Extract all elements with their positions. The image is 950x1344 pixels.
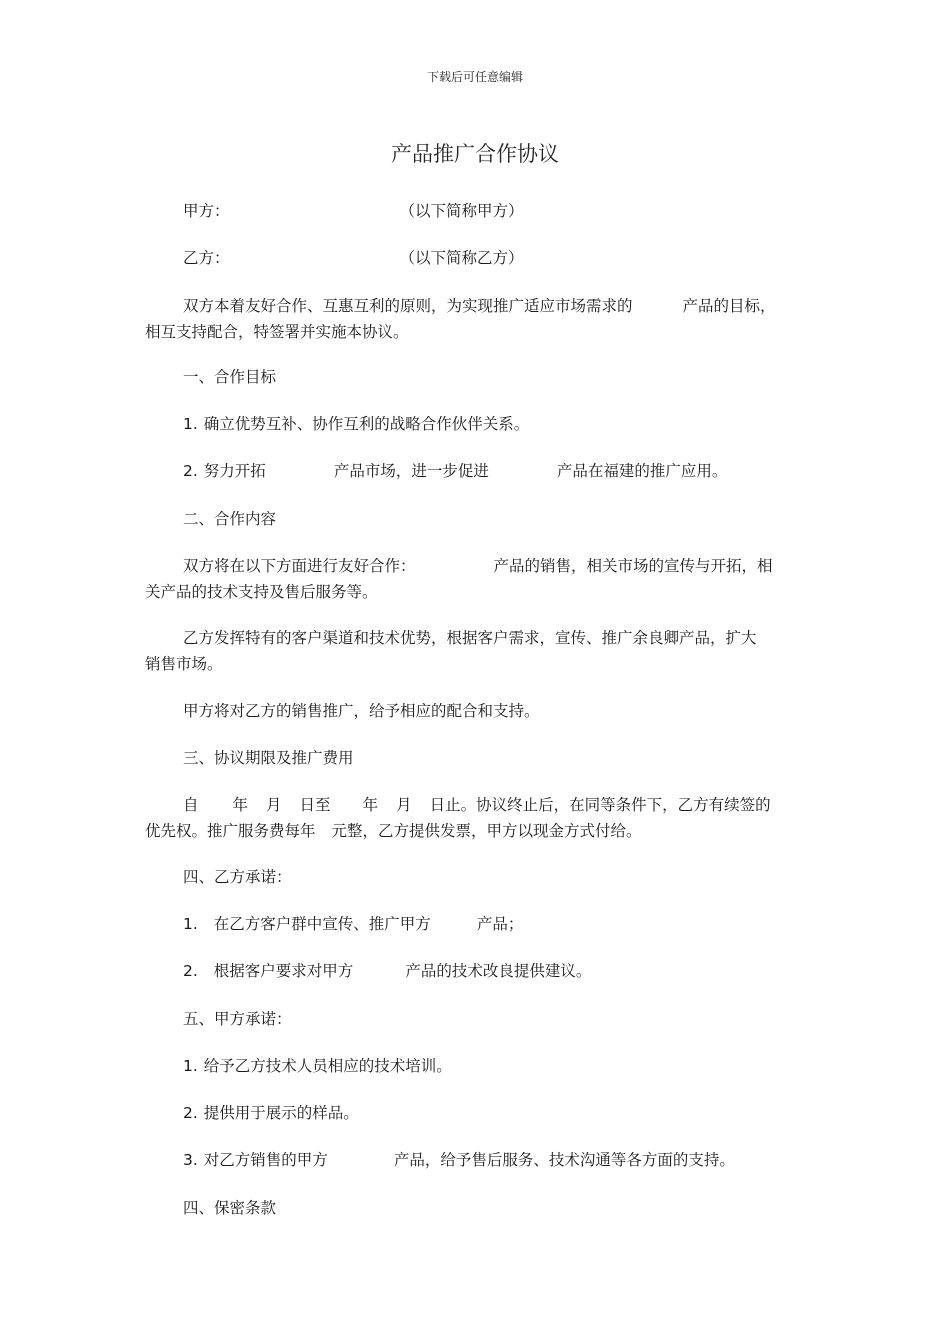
intro-paragraph bbox=[145, 293, 815, 345]
s4-item-2-text-b: 产品的技术改良提供建议。 bbox=[405, 962, 592, 980]
s5-item-1 bbox=[183, 1053, 452, 1079]
s4-item-2-text-a: 根据客户要求对甲方 bbox=[213, 962, 354, 980]
party-b-label: 乙方： bbox=[183, 249, 230, 267]
s5-item-3 bbox=[183, 1147, 735, 1173]
s1-item-2 bbox=[183, 458, 727, 484]
s2-paragraph-2 bbox=[145, 625, 815, 677]
term-year-2: 年 bbox=[362, 796, 379, 814]
document-title: 产品推广合作协议 bbox=[391, 142, 559, 166]
party-a-note: （以下简称甲方） bbox=[399, 202, 524, 220]
section-5-heading: 五、甲方承诺： bbox=[183, 1010, 292, 1028]
party-a-line bbox=[183, 198, 524, 224]
term-day-to: 日至 bbox=[299, 796, 331, 814]
intro-text-1a: 双方本着友好合作、互惠互利的原则，为实现推广适应市场需求的 bbox=[183, 297, 633, 315]
s2-p1-text-2: 关产品的技术支持及售后服务等。 bbox=[145, 583, 378, 601]
s5-item-2-text: 提供用于展示的样品。 bbox=[203, 1104, 359, 1122]
s4-item-2 bbox=[183, 958, 591, 984]
s5-item-3-text-b: 产品，给予售后服务、技术沟通等各方面的支持。 bbox=[393, 1151, 735, 1169]
fee-text-a: 优先权。推广服务费每年 bbox=[145, 822, 316, 840]
s2-p1-text-a: 双方将在以下方面进行友好合作： bbox=[183, 557, 416, 575]
section-1-heading: 一、合作目标 bbox=[183, 368, 277, 386]
s1-item-2-text-b: 产品市场，进一步促进 bbox=[333, 462, 489, 480]
s1-item-2-text-a: 努力开拓 bbox=[203, 462, 266, 480]
s2-p2-text-1: 乙方发挥特有的客户渠道和技术优势，根据客户需求，宣传、推广余良卿产品，扩大 bbox=[183, 629, 757, 647]
term-from: 自 bbox=[183, 796, 199, 814]
s5-item-2 bbox=[183, 1100, 359, 1126]
section-6-heading: 四、保密条款 bbox=[183, 1199, 277, 1217]
party-b-line bbox=[183, 245, 524, 271]
s2-paragraph-1 bbox=[145, 553, 815, 605]
party-a-label: 甲方： bbox=[183, 202, 230, 220]
s2-p1-text-b: 产品的销售，相关市场的宣传与开拓，相 bbox=[493, 557, 773, 575]
fee-text-b: 元整，乙方提供发票，甲方以现金方式付给。 bbox=[331, 822, 642, 840]
s1-item-1 bbox=[183, 411, 529, 437]
s1-item-1-number: 1. bbox=[183, 415, 198, 433]
s5-item-1-number: 1. bbox=[183, 1057, 198, 1075]
s4-item-1 bbox=[183, 911, 523, 937]
section-3-heading: 三、协议期限及推广费用 bbox=[183, 749, 354, 767]
s1-item-2-number: 2. bbox=[183, 462, 198, 480]
section-4-heading: 四、乙方承诺： bbox=[183, 868, 292, 886]
s5-item-3-text-a: 对乙方销售的甲方 bbox=[203, 1151, 328, 1169]
term-month-2: 月 bbox=[396, 796, 412, 814]
s5-item-3-number: 3. bbox=[183, 1151, 198, 1169]
s2-paragraph-3: 甲方将对乙方的销售推广，给予相应的配合和支持。 bbox=[183, 702, 540, 720]
s2-p2-text-2: 销售市场。 bbox=[145, 655, 223, 673]
s3-paragraph bbox=[145, 792, 815, 844]
s1-item-1-text: 确立优势互补、协作互利的战略合作伙伴关系。 bbox=[203, 415, 530, 433]
term-rest: 日止。协议终止后，在同等条件下，乙方有续签的 bbox=[429, 796, 771, 814]
term-month-1: 月 bbox=[266, 796, 282, 814]
s4-item-1-number: 1. bbox=[183, 915, 198, 933]
party-b-note: （以下简称乙方） bbox=[399, 249, 524, 267]
s5-item-2-number: 2. bbox=[183, 1104, 198, 1122]
s4-item-1-text-a: 在乙方客户群中宣传、推广甲方 bbox=[213, 915, 431, 933]
section-2-heading: 二、合作内容 bbox=[183, 510, 277, 528]
page-header: 下载后可任意编辑 bbox=[426, 70, 523, 84]
s4-item-2-number: 2. bbox=[183, 962, 198, 980]
intro-text-1b: 产品的目标， bbox=[682, 297, 776, 315]
term-year-1: 年 bbox=[232, 796, 249, 814]
s4-item-1-text-b: 产品； bbox=[476, 915, 524, 933]
intro-text-2: 相互支持配合，特签署并实施本协议。 bbox=[145, 323, 409, 341]
s5-item-1-text: 给予乙方技术人员相应的技术培训。 bbox=[203, 1057, 452, 1075]
s1-item-2-text-c: 产品在福建的推广应用。 bbox=[556, 462, 728, 480]
